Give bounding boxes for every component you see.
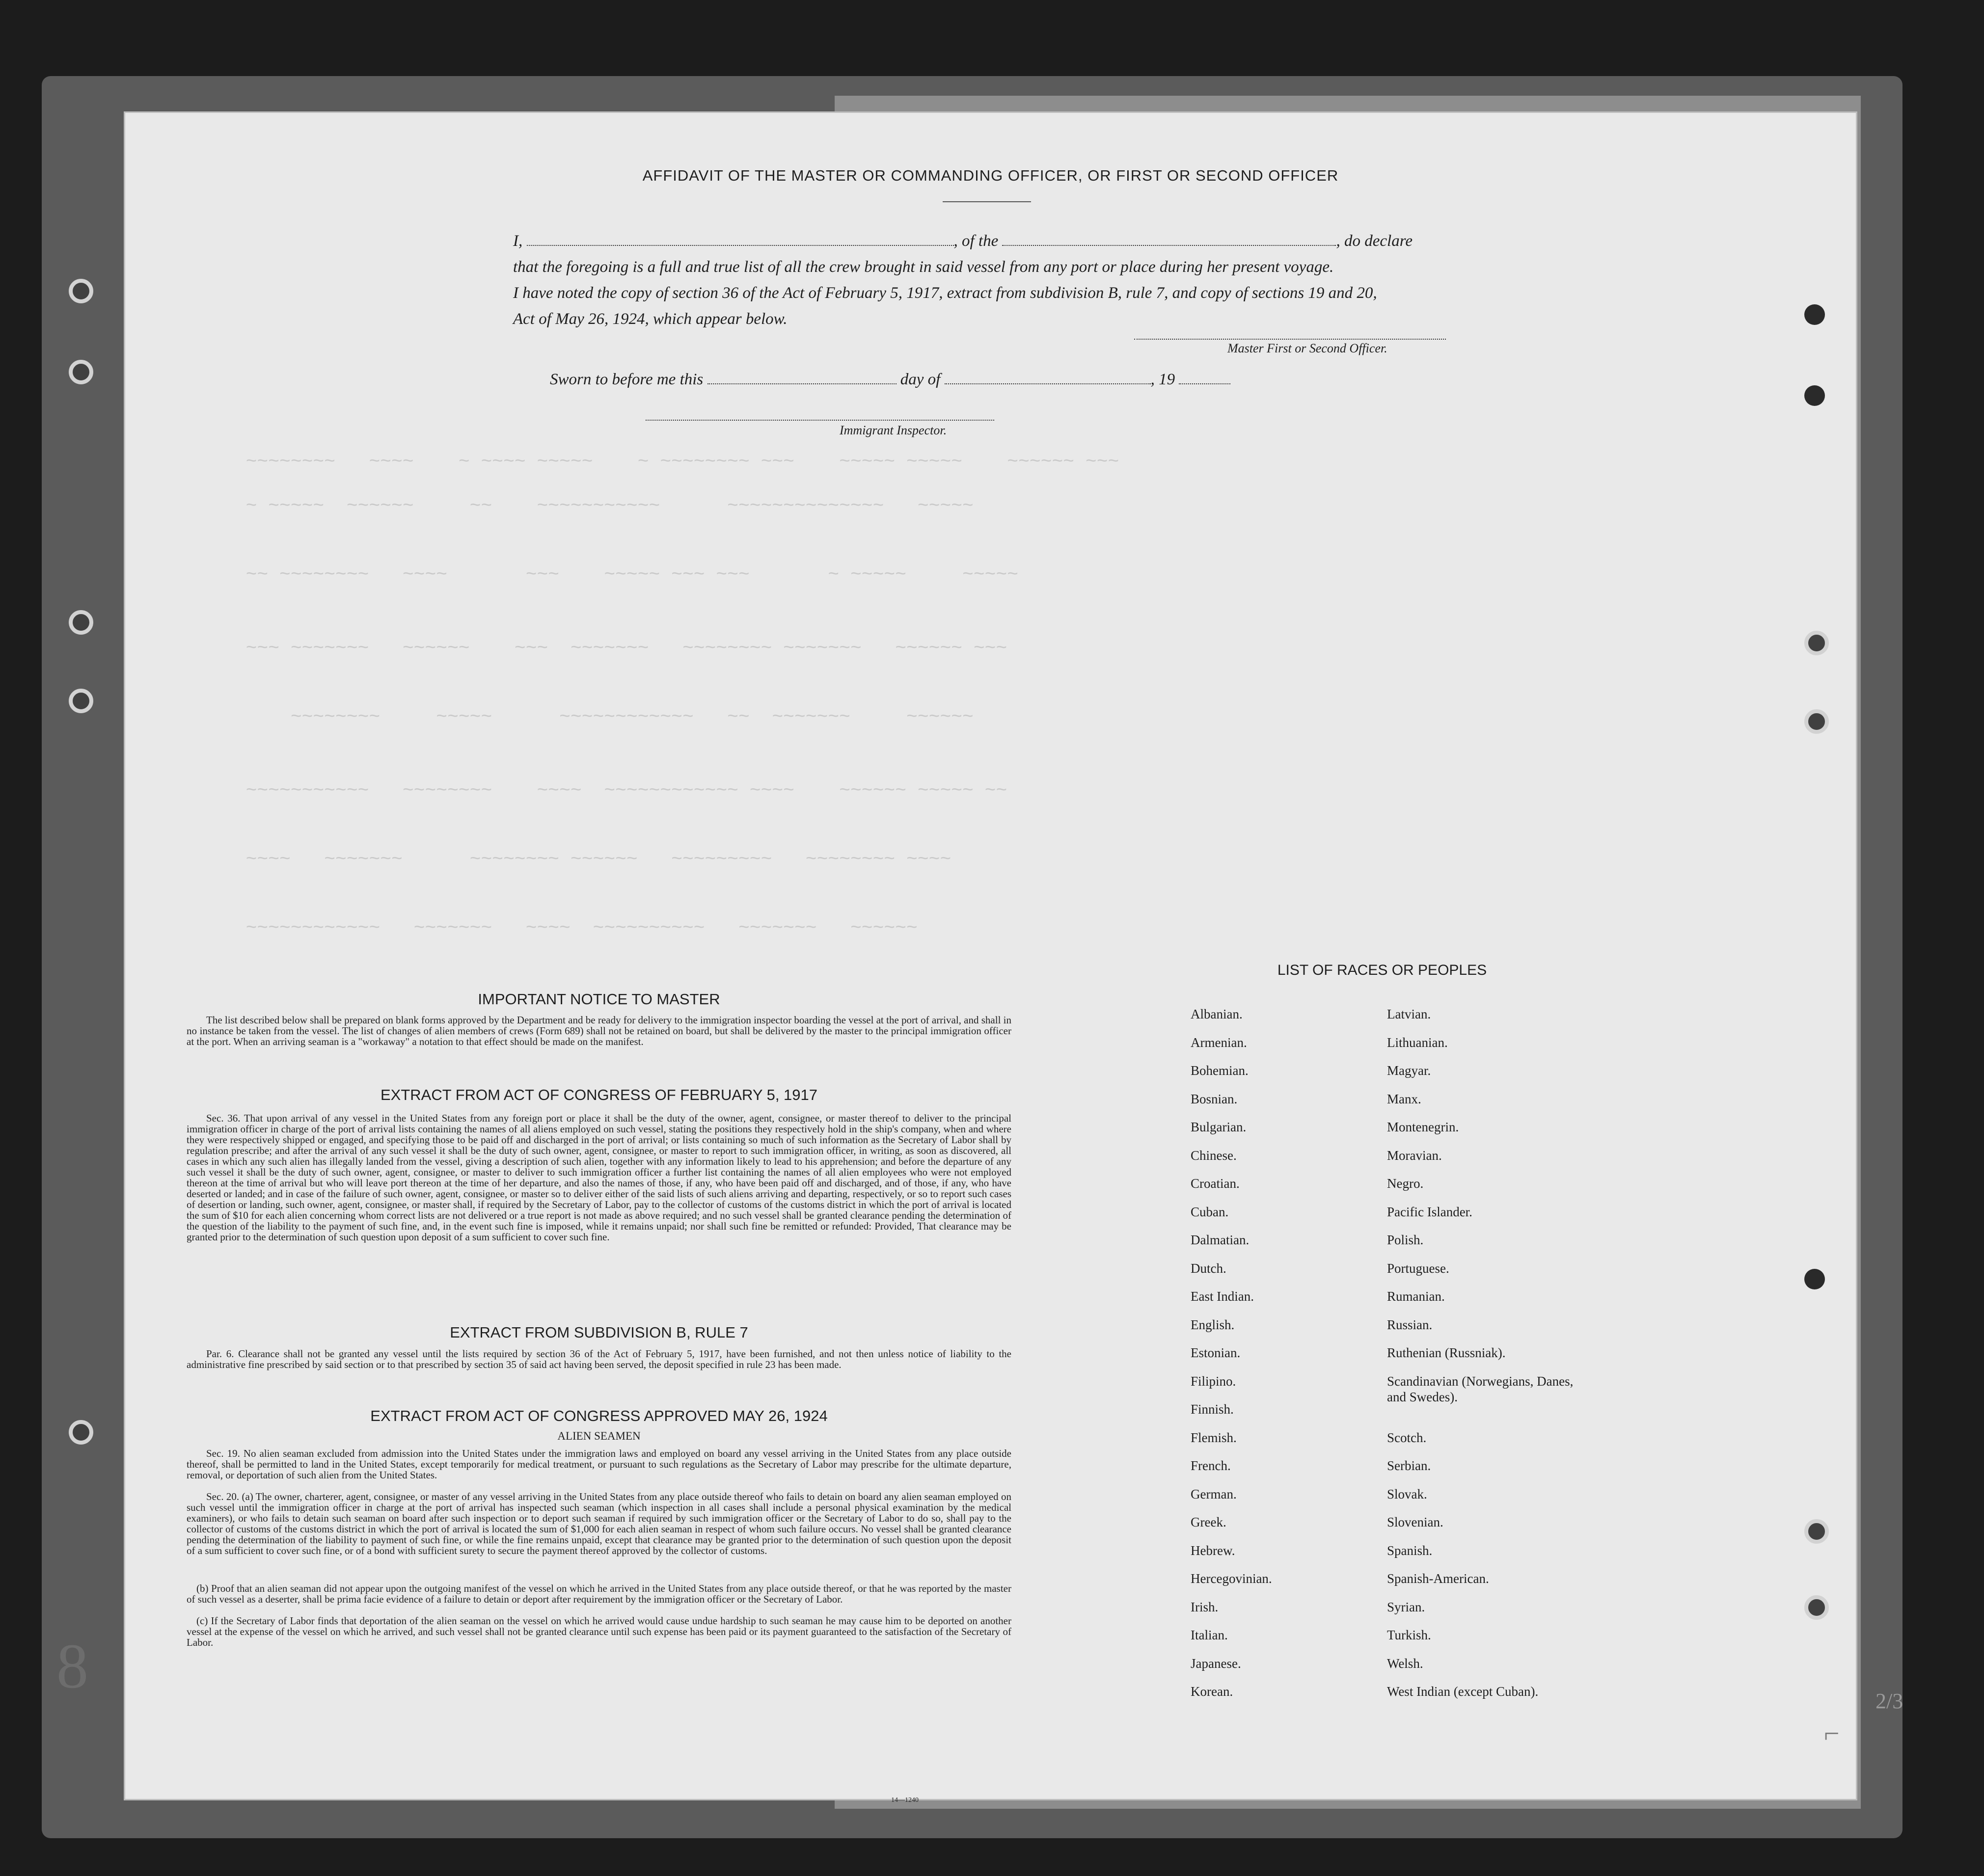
race-item: Welsh. [1387,1656,1423,1671]
race-item: Rumanian. [1387,1289,1445,1304]
races-title: LIST OF RACES OR PEOPLES [1277,962,1487,978]
sworn-day-blank [707,375,897,384]
race-item: Turkish. [1387,1628,1431,1642]
race-item: French. [1191,1458,1231,1473]
race-item: Syrian. [1387,1599,1425,1614]
extract-1924-subtitle: ALIEN SEAMEN [557,1430,641,1442]
race-item: Finnish. [1191,1402,1234,1417]
binder-hole [69,610,93,635]
race-item: Hercegovinian. [1191,1571,1272,1586]
race-item: Albanian. [1191,1007,1243,1021]
race-item: Manx. [1387,1091,1421,1106]
declare-suffix: , do declare [1336,232,1413,250]
race-item: English. [1191,1317,1235,1332]
race-item: Spanish. [1387,1543,1433,1558]
races-right-column [1387,1006,1593,1712]
race-item: Croatian. [1191,1176,1240,1191]
extract-1917-title: EXTRACT FROM ACT OF CONGRESS OF FEBRUARY 5, 1917 [380,1086,818,1103]
race-item: Lithuanian. [1387,1035,1448,1050]
vessel-prefix: , of the [953,232,999,250]
affidavit-page [125,113,1856,1804]
affidavit-title: AFFIDAVIT OF THE MASTER OR COMMANDING OFFICER, OR FIRST OR SECOND OFFICER [642,167,1339,184]
rule7-title: EXTRACT FROM SUBDIVISION B, RULE 7 [450,1324,748,1341]
race-item: Korean. [1191,1684,1233,1699]
declarant-prefix: I, [513,232,523,250]
race-item: Hebrew. [1191,1543,1235,1558]
race-item: Pacific Islander. [1387,1204,1472,1219]
race-item: Spanish-American. [1387,1571,1489,1586]
race-item: Ruthenian (Russniak). [1387,1345,1506,1360]
binder-hole [1804,304,1825,325]
binder-hole [1804,1519,1829,1544]
declaration-line [513,228,1618,254]
race-item: Irish. [1191,1599,1219,1614]
form-number: 14—1240 [891,1796,919,1804]
race-item: Dalmatian. [1191,1233,1250,1247]
notice-text: The list described below shall be prepared on blank forms approved by the Department and be ready for delivery to the immigration inspector boarding the vessel at the port of arrival, and shall in no instance be taken from the vessel. The list of changes of alien members of crews (Form 689) shall not be retained on board, but shall be delivered by the master to the principal immigration officer at the port. When an arriving seaman is a "workaway" a notation to that effect should be made on the manifest. [187,1014,1011,1047]
sworn-prefix: Sworn to before me this [550,371,704,388]
race-item: Russian. [1387,1317,1433,1332]
bleed-through-text: ~~~~~~~~~~~~ ~~~~~~~ ~~~~ ~~~~~~~~~~ ~~~~~~~ ~~~~~~ [223,918,918,939]
sworn-dayof: day of [900,371,941,388]
race-item: East Indian. [1191,1289,1254,1304]
races-left-column [1191,1006,1377,1712]
race-item: Portuguese. [1387,1260,1449,1276]
notice-title: IMPORTANT NOTICE TO MASTER [478,991,720,1008]
race-item: Slovenian. [1387,1515,1443,1529]
sworn-year-blank [1179,375,1230,384]
race-item: Dutch. [1191,1260,1226,1276]
binder-hole [69,1420,93,1445]
race-item: German. [1191,1486,1237,1501]
race-item: Polish. [1387,1233,1424,1247]
vessel-name-blank [1002,236,1336,246]
master-signature-label: Master First or Second Officer. [1227,341,1387,355]
race-item: Chinese. [1191,1148,1237,1163]
race-item: Armenian. [1191,1035,1247,1050]
extract-1924-sec20b: (b) Proof that an alien seaman did not appear upon the outgoing manifest of the vessel on which he arrived in the United States from any place outside thereof, or that he was reported by the master of such vessel as a deserter, shall be prima facie evidence of a failure to detain or deport after requirement by the immigration officer or the Secretary of Labor. [187,1582,1011,1605]
sworn-month-blank [945,375,1151,384]
bleed-through-text: ~~~ ~~~~~~~ ~~~~~~ ~~~ ~~~~~~~ ~~~~~~~~ ~~~~~~~ ~~~~~~ ~~~ [223,638,1007,659]
race-item: Filipino. [1191,1373,1236,1389]
rule7-text: Par. 6. Clearance shall not be granted any vessel until the lists required by section 36 of the Act of February 5, 1917, have been furnished, and not then unless notice of liability to the administrative fine prescribed by said section or to that prescribed by section 35 of said act having been served, the deposit specified in rule 23 has been made. [187,1348,1011,1370]
extract-1924-sec19: Sec. 19. No alien seaman excluded from admission into the United States under the immigration laws and employed on board any vessel arriving in the United States from any place outside thereof, shall be permitted to land in the United States, except temporarily for medical treatment, or pursuant to such regulations as the Secretary of Labor may prescribe for the ultimate departure, removal, or deportation of such alien from the United States. [187,1447,1011,1481]
binder-hole [1804,631,1829,655]
race-item: Slovak. [1387,1486,1427,1501]
master-signature-line [1134,339,1446,340]
binder-hole [69,360,93,384]
race-item: Moravian. [1387,1148,1442,1163]
race-item: Scandinavian (Norwegians, Danes, and Swedes). [1387,1373,1574,1404]
race-item: Cuban. [1191,1204,1229,1219]
race-item: Estonian. [1191,1345,1241,1360]
sworn-line [550,371,1230,389]
extract-1924-title: EXTRACT FROM ACT OF CONGRESS APPROVED MAY 26, 1924 [370,1407,828,1424]
race-item: Flemish. [1191,1430,1237,1445]
race-item: Serbian. [1387,1458,1431,1473]
affidavit-body [513,228,1618,332]
race-item: Latvian. [1387,1007,1431,1021]
declaration-text-line: I have noted the copy of section 36 of the Act of February 5, 1917, extract from subdivision B, rule 7, and copy of sections 19 and 20, [513,284,1377,302]
extract-1917-text: Sec. 36. That upon arrival of any vessel in the United States from any foreign port or place it shall be the duty of the owner, agent, consignee, or master thereof to deliver to the principal immigration officer in charge of the port of arrival lists containing the names of all aliens employed on such vessel, stating the positions they respectively hold in the ship's company, when and where they were respectively shipped or engaged, and specifying those to be paid off and discharged in the port of arrival; or lists containing so much of such information as the Secretary of Labor shall by regulation prescribe; and after the arrival of any such vessel it shall be the duty of such owner, agent, consignee, or master to report to such immigration officer, in writing, as soon as discovered, all cases in which any such alien has illegally landed from the vessel, giving a description of such alien, together with any information likely to lead to his apprehension; and before the departure of any such vessel it shall be the duty of such owner, agent, consignee, or master to deliver to such immigration officer a further list containing the names of all alien employees who were not employed thereon at the time of arrival but who will leave port thereon at the time of her departure, and also the names of those, if any, who have been paid off and discharged, and of those, if any, who have deserted or landed; and in case of the failure of such owner, agent, consignee, or master so to deliver either of the said lists of such aliens arriving and departing, respectively, or so to report such cases of desertion or landing, such owner, agent, consignee, or master shall, if required by the Secretary of Labor, pay to the collector of customs of the customs district in which the port of arrival is located the sum of $10 for each alien concerning whom correct lists are not delivered or a true report is not made as above required; and no such vessel shall be granted clearance pending the determination of the question of the liability to the payment of such fine, and, in the event such fine is imposed, while it remains unpaid; nor shall such fine be remitted or refunded: Provided, That clearance may be granted prior to the determination of such question upon deposit of a sum sufficient to cover such fine. [187,1112,1011,1243]
race-item: Negro. [1387,1176,1424,1191]
race-item: Bohemian. [1191,1063,1249,1078]
bleed-through-text: ~ ~~~~~ ~~~~~~ ~~ ~~~~~~~~~~~ ~~~~~~~~~~~~~~ ~~~~~ [223,496,974,517]
extract-1924-sec20a: Sec. 20. (a) The owner, charterer, agent, consignee, or master of any vessel arriving in the United States from any place outside thereof who fails to detain on board any alien seaman employed on such vessel until the immigration officer in charge at the port of arrival has inspected such seaman (which inspection in all cases shall include a personal physical examination by the medical examiners), or who fails to detain such seaman on board after such inspection or to deport such seaman if required by such immigration officer or the Secretary of Labor to do so, shall pay to the collector of customs of the customs district in which the port of arrival is located the sum of $1,000 for each alien seaman in respect of whom such failure occurs. No vessel shall be granted clearance pending the determination of the liability to payment of such fine, or while the fine remains unpaid, except that clearance may be granted prior to the determination of such question upon the deposit of a sum sufficient to cover such fine, or of a bond with sufficient surety to secure the payment thereof approved by the collector of customs. [187,1491,1011,1556]
binder-hole [1804,709,1829,734]
declaration-text-line: Act of May 26, 1924, which appear below. [513,310,788,328]
binder-hole [1804,385,1825,406]
handwritten-mark: ⌐ [1824,1718,1840,1749]
race-item: Scotch. [1387,1430,1427,1445]
bleed-through-text: ~~~~ ~~~~~~~ ~~~~~~~~ ~~~~~~ ~~~~~~~~~ ~~~~~~~~ ~~~~ [223,849,951,870]
bleed-through-text: ~~~~~~~~~~~ ~~~~~~~~ ~~~~ ~~~~~~~~~~~~ ~~~~ ~~~~~~ ~~~~~ ~~ [223,780,1007,802]
race-item: Magyar. [1387,1063,1431,1078]
bleed-through-text: ~~~~~~~~ ~~~~~ ~~~~~~~~~~~~ ~~ ~~~~~~~ ~~~~~~ [223,707,974,728]
race-item: Montenegrin. [1387,1120,1459,1134]
race-item: Italian. [1191,1628,1228,1642]
extract-1924-sec20c: (c) If the Secretary of Labor finds that deportation of the alien seaman on the vessel on which he arrived would cause undue hardship to such seaman he may cause him to be deported on another vessel at the expense of the vessel on which he arrived, and such vessel shall not be granted clearance until such expense has been paid or its payment guaranteed to the satisfaction of the Secretary of Labor. [187,1615,1011,1648]
title-rule [943,201,1031,202]
handwritten-mark: 8 [56,1631,88,1702]
bleed-through-text: ~~~~~~~~ ~~~~ ~ ~~~~ ~~~~~ ~ ~~~~~~~~ ~~~ ~~~~~ ~~~~~ ~~~~~~ ~~~ [223,452,1119,473]
sworn-year: , 19 [1150,371,1175,388]
race-item: Bosnian. [1191,1091,1238,1106]
race-item: West Indian (except Cuban). [1387,1684,1539,1699]
race-item: Japanese. [1191,1656,1241,1671]
binder-hole [69,689,93,713]
binder-hole [1804,1269,1825,1289]
declarant-name-blank [527,236,954,246]
declaration-text-line: that the foregoing is a full and true list of all the crew brought in said vessel from any port or place during her present voyage. [513,258,1334,276]
handwritten-mark: 2/3 [1875,1689,1903,1713]
binder-hole [1804,1595,1829,1620]
race-item: Greek. [1191,1515,1226,1529]
race-item: Bulgarian. [1191,1120,1247,1134]
bleed-through-text: ~~ ~~~~~~~~ ~~~~ ~~~ ~~~~~ ~~~ ~~~ ~ ~~~~~ ~~~~~ [223,564,1019,586]
binder-hole [69,279,93,303]
inspector-signature-line [646,420,994,421]
inspector-signature-label: Immigrant Inspector. [840,423,947,437]
